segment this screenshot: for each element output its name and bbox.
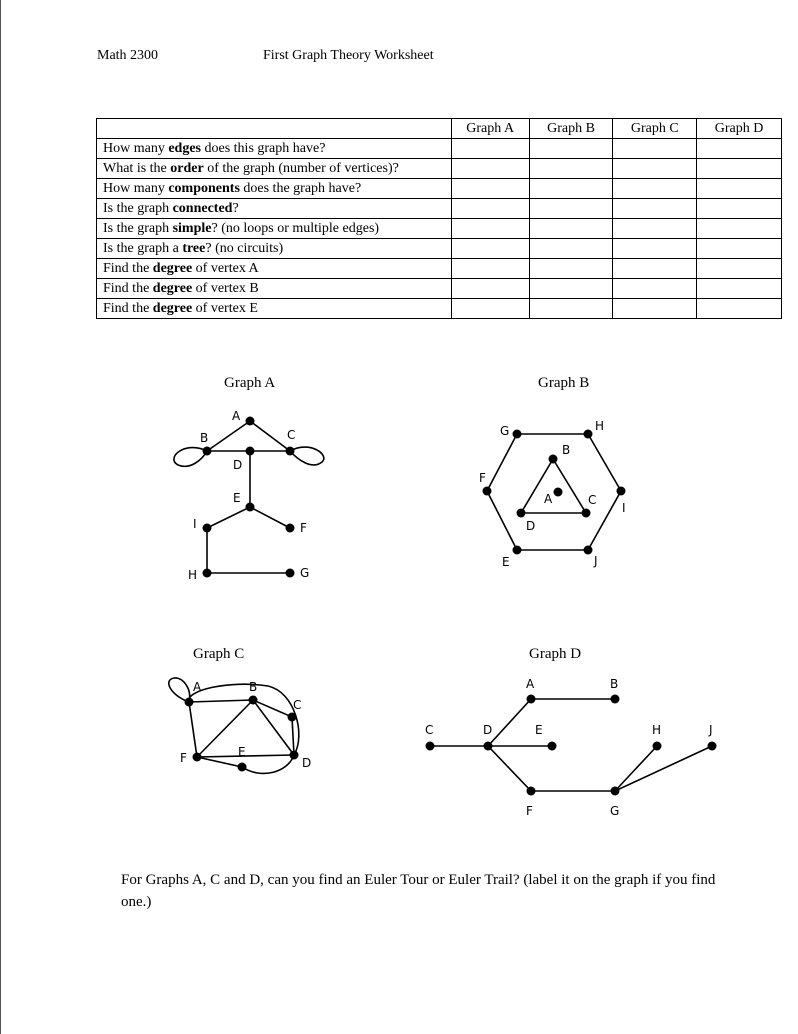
graph-d-label-j: J — [709, 723, 713, 737]
column-header: Graph B — [529, 119, 613, 139]
graph-a-label-e: E — [233, 491, 241, 505]
graph-d-label-b: B — [610, 677, 619, 691]
column-header: Graph A — [451, 119, 529, 139]
graph-a-label-a: A — [232, 409, 241, 423]
graph-b-label-h: H — [595, 419, 605, 433]
graph-a-title: Graph A — [224, 375, 276, 391]
question-cell: How many components does the graph have? — [97, 179, 452, 199]
graph-c-label-e: E — [238, 745, 246, 759]
graph-d-label-e: E — [535, 723, 543, 737]
graph-b-label-g: G — [500, 424, 510, 438]
question-cell: Is the graph connected? — [97, 199, 452, 219]
graph-d-vertex-d — [484, 742, 493, 751]
graph-d-label-c: C — [425, 723, 434, 737]
graph-d-label-h: H — [652, 723, 662, 737]
question-cell: How many edges does this graph have? — [97, 139, 452, 159]
question-cell: What is the order of the graph (number of vertices)? — [97, 159, 452, 179]
graph-b-label-i: I — [622, 501, 626, 515]
graph-b-label-d: D — [526, 519, 536, 533]
question-cell: Is the graph a tree? (no circuits) — [97, 239, 452, 259]
question-cell: Find the degree of vertex A — [97, 259, 452, 279]
graph-d-vertex-c — [426, 742, 435, 751]
graph-d-vertex-h — [653, 742, 662, 751]
column-header: Graph D — [697, 119, 782, 139]
graph-d-vertex-b — [611, 695, 620, 704]
question-cell: Find the degree of vertex E — [97, 299, 452, 319]
graph-c-label-f: F — [180, 751, 187, 765]
graph-d-edges — [430, 699, 712, 791]
graph-c-label-b: B — [249, 680, 258, 694]
graph-d-label-g: G — [610, 804, 620, 818]
graph-d-vertex-e — [548, 742, 557, 751]
graph-a-label-f: F — [300, 521, 307, 535]
worksheet-title: First Graph Theory Worksheet — [263, 48, 434, 63]
euler-question: For Graphs A, C and D, can you find an Euler Tour or Euler Trail? (label it on the graph if you find one.) — [121, 872, 716, 910]
graph-b-label-a: A — [544, 492, 553, 506]
graph-d-title: Graph D — [529, 646, 582, 662]
graph-d-label-d: D — [483, 723, 493, 737]
graph-c-label-c: C — [293, 698, 302, 712]
graph-c-label-d: D — [302, 756, 312, 770]
graph-b-label-f: F — [479, 471, 486, 485]
graph-d-label-a: A — [526, 677, 535, 691]
course-name: Math 2300 — [97, 48, 159, 63]
graph-d-vertex-f — [527, 787, 536, 796]
graph-a-label-c: C — [287, 428, 296, 442]
question-cell: Find the degree of vertex B — [97, 279, 452, 299]
question-cell: Is the graph simple? (no loops or multiple edges) — [97, 219, 452, 239]
column-header: Graph C — [613, 119, 697, 139]
graph-b-label-c: C — [588, 493, 597, 507]
graph-b-label-e: E — [502, 555, 510, 569]
graph-b-title: Graph B — [538, 375, 590, 391]
graph-a-label-i: I — [193, 517, 197, 531]
graph-c-label-a: A — [193, 680, 202, 694]
graph-d-vertex-a — [527, 695, 536, 704]
graph-d-vertex-g — [611, 787, 620, 796]
graph-d-label-f: F — [526, 804, 533, 818]
graph-b-label-b: B — [562, 443, 571, 457]
graph-a-label-h: H — [188, 568, 198, 582]
graph-a-label-b: B — [200, 431, 209, 445]
graph-a-label-d: D — [233, 458, 243, 472]
graph-c-title: Graph C — [193, 646, 245, 662]
graph-d-vertex-j — [708, 742, 717, 751]
graph-a-label-g: G — [300, 566, 310, 580]
graph-b-label-j: J — [594, 554, 598, 568]
